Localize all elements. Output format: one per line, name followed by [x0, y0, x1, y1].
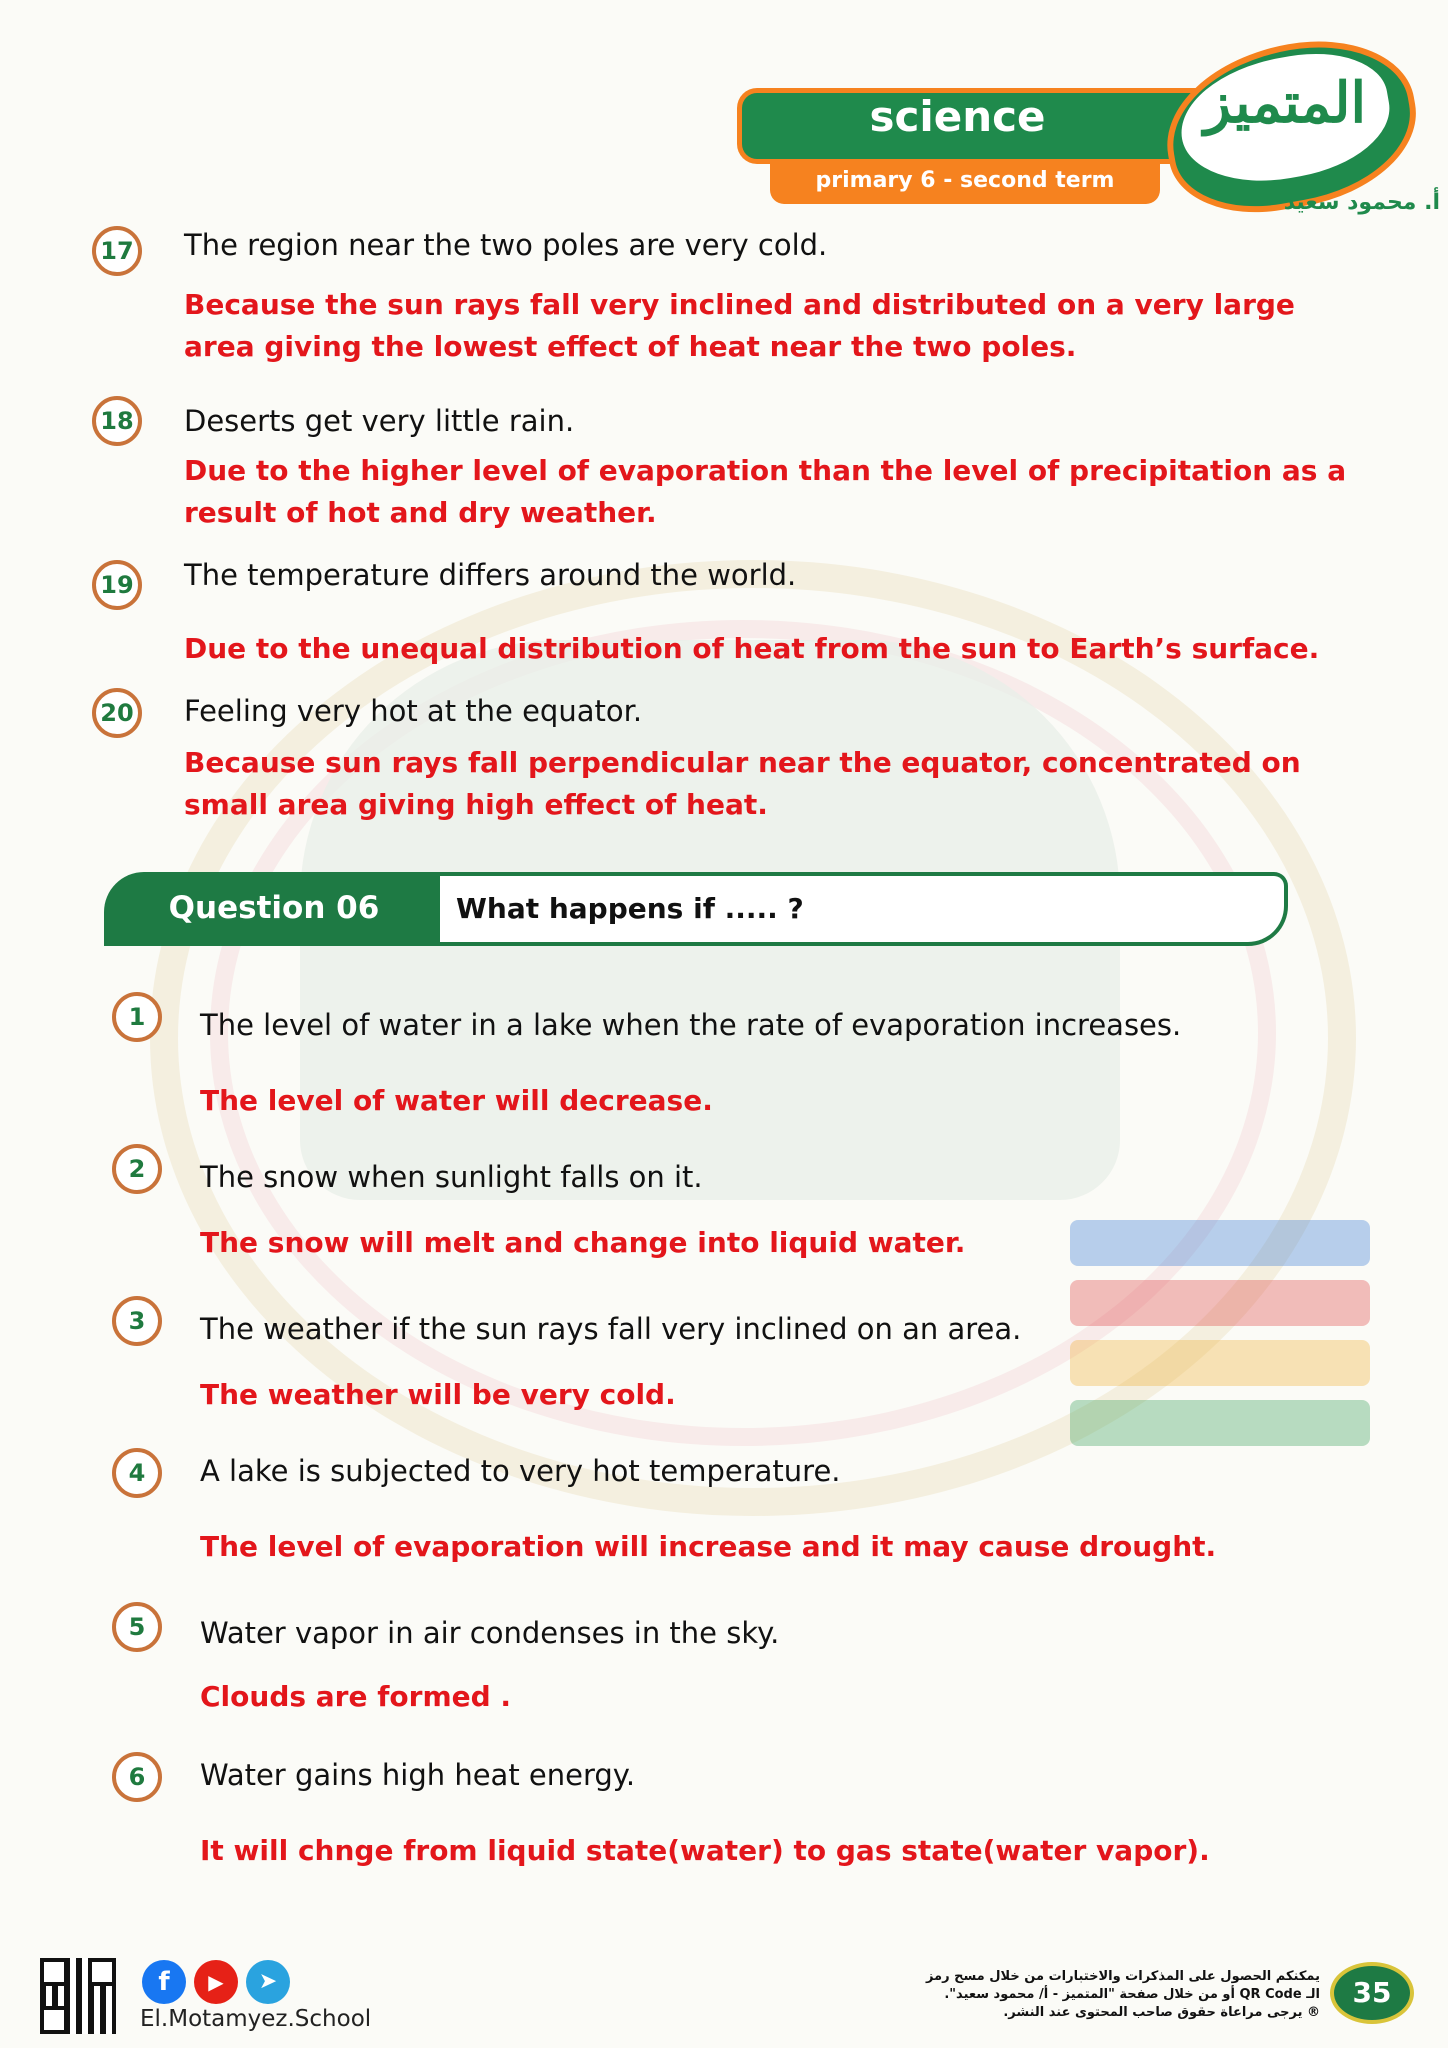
social-handle[interactable]: El.Motamyez.School — [140, 2006, 372, 2032]
item-number-badge: 20 — [92, 688, 142, 738]
item-question: The level of water in a lake when the rate of evaporation increases. — [200, 1008, 1182, 1042]
item-number-badge: 2 — [112, 1144, 162, 1194]
item-answer: The weather will be very cold. — [200, 1378, 676, 1411]
item-answer: The snow will melt and change into liquid water. — [200, 1226, 966, 1259]
page-number: 35 — [1330, 1962, 1414, 2024]
qr-corner — [40, 1958, 68, 1986]
item-answer: Clouds are formed . — [200, 1680, 512, 1713]
item-answer-line: Due to the higher level of evaporation than the level of precipitation as a — [184, 454, 1347, 487]
item-number-badge: 6 — [112, 1752, 162, 1802]
item-number-badge: 4 — [112, 1448, 162, 1498]
item-number-badge: 18 — [92, 396, 142, 446]
item-question: The weather if the sun rays fall very inclined on an area. — [200, 1312, 1022, 1346]
item-answer-line: small area giving high effect of heat. — [184, 788, 768, 821]
footer-note-line: يمكنكم الحصول على المذكرات والاختبارات من خلال مسح رمز — [925, 1969, 1320, 1984]
youtube-icon[interactable]: ▶ — [194, 1960, 238, 2004]
item-answer: The level of water will decrease. — [200, 1084, 713, 1117]
item-question: A lake is subjected to very hot temperature. — [200, 1454, 841, 1488]
item-answer-line: Because the sun rays fall very inclined and distributed on a very large — [184, 288, 1295, 321]
qr-corner — [88, 1958, 116, 1986]
item-question: Water gains high heat energy. — [200, 1758, 636, 1792]
item-question: Feeling very hot at the equator. — [184, 694, 643, 728]
background-books-illustration — [1070, 1220, 1370, 1460]
item-question: The region near the two poles are very cold. — [184, 228, 828, 262]
question-prompt: What happens if ..... ? — [456, 892, 804, 925]
item-number-badge: 3 — [112, 1296, 162, 1346]
item-answer-line: result of hot and dry weather. — [184, 496, 657, 529]
logo-text: المتميز — [1203, 70, 1367, 136]
item-answer-line: Due to the unequal distribution of heat from the sun to Earth’s surface. — [184, 632, 1320, 665]
facebook-icon[interactable]: f — [142, 1960, 186, 2004]
item-number-badge: 5 — [112, 1602, 162, 1652]
footer-note-line: ® يرجى مراعاة حقوق صاحب المحتوى عند النشر. — [1003, 2005, 1320, 2020]
telegram-icon[interactable]: ➤ — [246, 1960, 290, 2004]
item-number-badge: 19 — [92, 560, 142, 610]
footer-note — [890, 1968, 1320, 2022]
qr-corner — [40, 2006, 68, 2034]
item-answer: It will chnge from liquid state(water) to gas state(water vapor). — [200, 1834, 1210, 1867]
item-answer-line: area giving the lowest effect of heat near the two poles. — [184, 330, 1077, 363]
question-label: Question 06 — [168, 890, 380, 926]
item-question: The temperature differs around the world. — [184, 558, 797, 592]
item-question: The snow when sunlight falls on it. — [200, 1160, 703, 1194]
item-answer: The level of evaporation will increase and it may cause drought. — [200, 1530, 1217, 1563]
item-number-badge: 17 — [92, 226, 142, 276]
item-number-badge: 1 — [112, 992, 162, 1042]
author-name: أ. محمود سعيد — [1283, 190, 1440, 215]
level-text: primary 6 - second term — [815, 168, 1115, 193]
item-answer-line: Because sun rays fall perpendicular near the equator, concentrated on — [184, 746, 1301, 779]
item-question: Water vapor in air condenses in the sky. — [200, 1616, 780, 1650]
qr-code[interactable] — [40, 1958, 116, 2034]
item-question: Deserts get very little rain. — [184, 404, 575, 438]
footer-note-line: الـ QR Code أو من خلال صفحة "المتميز - أ/ محمود سعيد". — [944, 1987, 1320, 2002]
subject-title: science — [869, 92, 1046, 141]
